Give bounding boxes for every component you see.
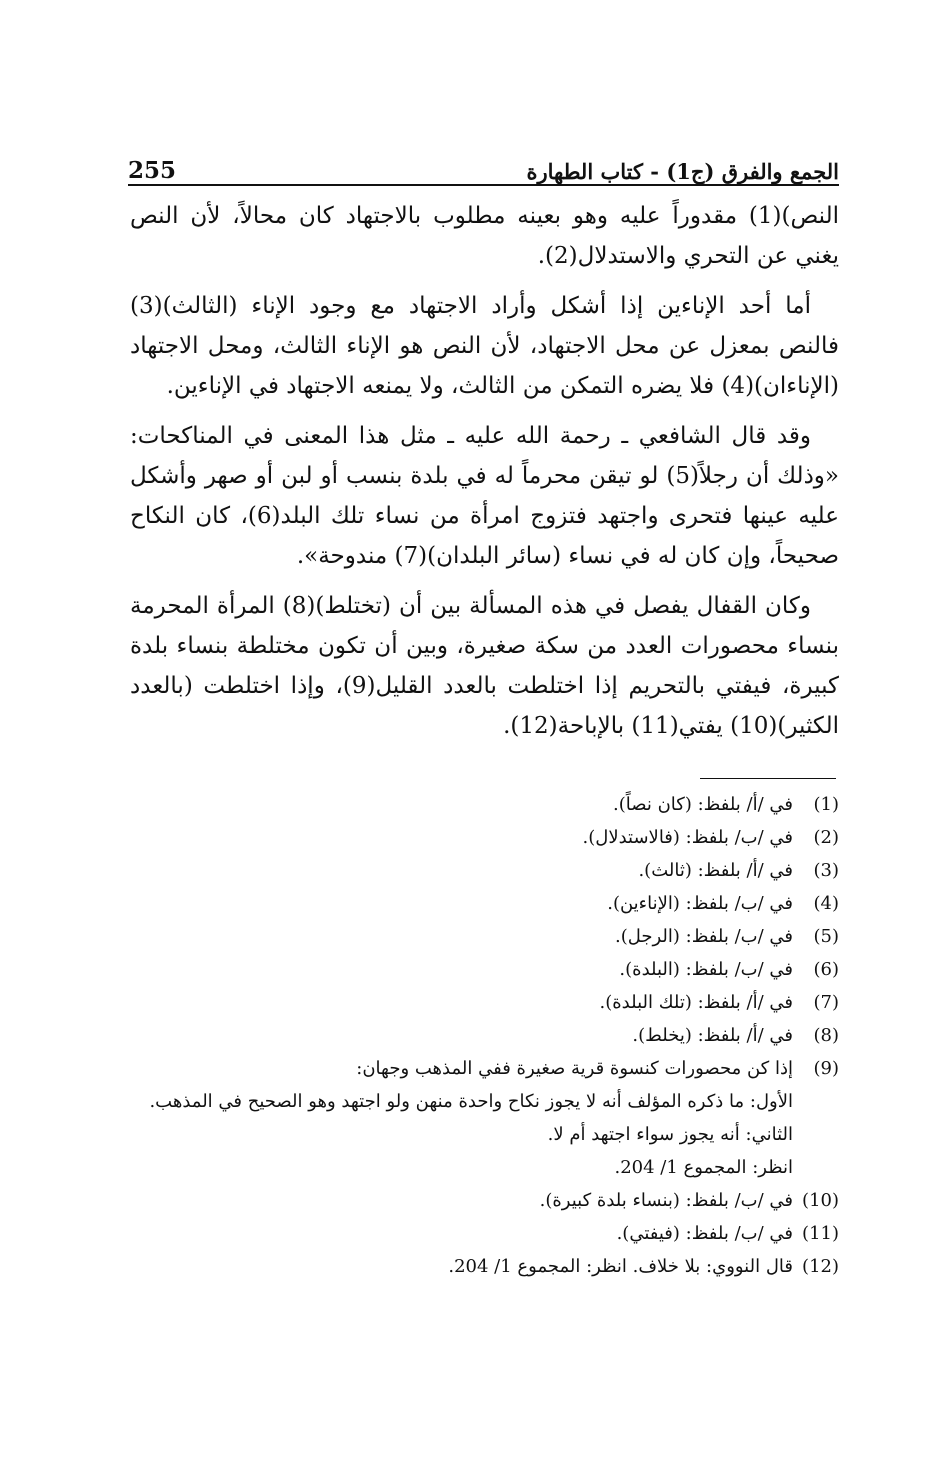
footnote-number: (9) [813,1058,839,1079]
footnote-number: (5) [813,926,839,947]
page-header [128,138,839,182]
footnote-number: (2) [813,827,839,848]
footnote-text: في /أ/ بلفظ: (تلك البلدة). [599,992,793,1013]
footnote-item [130,1184,839,1217]
footnote-rule [700,778,836,779]
footnote-text: في /ب/ بلفظ: (البلدة). [619,959,793,980]
footnote-item [130,986,839,1019]
footnote-item [130,1250,839,1283]
footnote-detail: الأول: ما ذكره المؤلف أنه لا يجوز نكاح واحدة منهن ولو اجتهد وهو الصحيح في المذهب. [149,1091,793,1112]
footnote-number: (10) [802,1190,839,1211]
footnote-number: (4) [813,893,839,914]
footnote-detail: انظر: المجموع 1/ 204. [614,1157,793,1178]
footnote-text: في /ب/ بلفظ: (فيفتي). [616,1223,793,1244]
footnote-text: في /أ/ بلفظ: (ثالث). [638,860,793,881]
paragraph: النص)(1) مقدوراً عليه وهو بعينه مطلوب بالاجتهاد كان محالاً، لأن النص يغني عن التحري والاستدلال(2). [130,203,839,269]
footnotes [130,788,839,1283]
footnote-text: قال النووي: بلا خلاف. انظر: المجموع 1/ 204. [448,1256,793,1277]
footnote-detail: الثاني: أنه يجوز سواء اجتهد أم لا. [547,1124,793,1145]
page-number: 255 [128,157,177,184]
footnote-item [130,788,839,821]
paragraph: أما أحد الإناءين إذا أشكل وأراد الاجتهاد مع وجود الإناء (الثالث)(3) فالنص بمعزل عن محل الاجتهاد، لأن النص هو الإناء الثالث، ومحل الاجتهاد (الإناءان)(4) فلا يضره التمكن من الثالث، ولا يمنعه الاجتهاد في الإناءين. [130,293,839,399]
footnote-text: في /ب/ بلفظ: (الرجل). [614,926,793,947]
footnote-item [130,1217,839,1250]
footnote-item [130,854,839,887]
paragraph: وقد قال الشافعي ـ رحمة الله عليه ـ مثل هذا المعنى في المناكحات: «وذلك أن رجلاً(5) لو تيقن محرماً له في بلدة بنسب أو لبن أو صهر وأشكل عليه عينها فتحرى واجتهد فتزوج امرأة من نساء تلك البلد(6)، كان النكاح صحيحاً، وإن كان له في نساء (سائر البلدان)(7) مندوحة». [130,423,839,569]
footnote-text: في /ب/ بلفظ: (بنساء بلدة كبيرة). [539,1190,793,1211]
running-title: الجمع والفرق (ج1) - كتاب الطهارة [526,159,839,184]
footnote-number: (8) [813,1025,839,1046]
main-text [130,196,839,756]
footnote-item [130,1019,839,1052]
header-rule [128,184,839,186]
footnote-text: إذا كن محصورات كنسوة قرية صغيرة ففي المذهب وجهان: [356,1058,793,1079]
footnote-number: (6) [813,959,839,980]
footnote-text: في /ب/ بلفظ: (الإناءين). [607,893,793,914]
footnote-text: في /ب/ بلفظ: (فالاستدلال). [582,827,793,848]
footnote-number: (1) [813,794,839,815]
paragraph: وكان القفال يفصل في هذه المسألة بين أن (تختلط)(8) المرأة المحرمة بنساء محصورات العدد من سكة صغيرة، وبين أن تكون مختلطة بنساء بلدة كبيرة، فيفتي بالتحريم إذا اختلطت بالعدد القليل(9)، وإذا اختلطت (بالعدد الكثير)(10) يفتي(11) بالإباحة(12). [130,593,839,739]
footnote-item [130,887,839,920]
footnote-item [130,821,839,854]
footnote-item [130,953,839,986]
footnote-number: (11) [802,1223,839,1244]
footnote-text: في /أ/ بلفظ: (كان نصاً). [613,794,793,815]
footnote-text: في /أ/ بلفظ: (يخلط). [632,1025,793,1046]
footnote-item [130,1052,839,1085]
footnote-number: (12) [802,1256,839,1277]
footnote-number: (7) [813,992,839,1013]
footnote-item [130,920,839,953]
footnote-number: (3) [813,860,839,881]
